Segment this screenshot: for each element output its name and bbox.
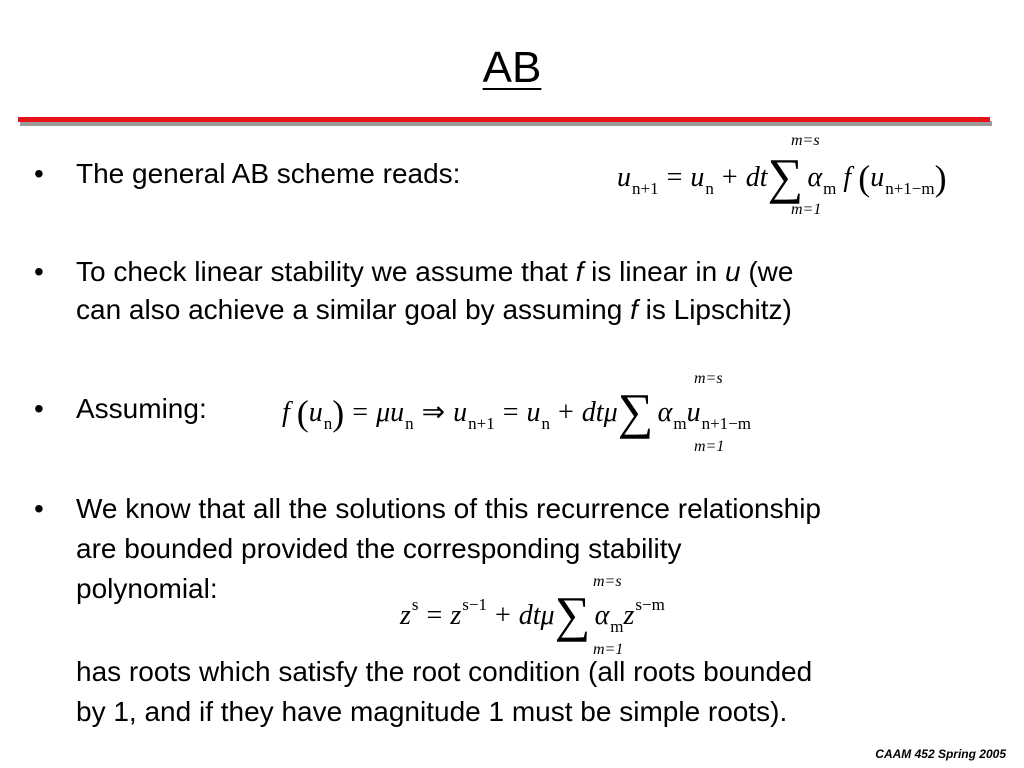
- bullet-text-4-line-5: by 1, and if they have magnitude 1 must be simple roots).: [76, 696, 788, 727]
- bullet-text-2-line-1: To check linear stability we assume that f is linear in u (we: [76, 256, 794, 287]
- equation-stability-polynomial: $z^s = z^{s-1} + dt\mu$ ∑ $\alpha_mz^{s-m}$: [400, 586, 665, 642]
- bullet-text-4-line-1: We know that all the solutions of this recurrence relationship: [76, 493, 821, 524]
- summation-symbol: ∑: [617, 383, 654, 439]
- slide-title: AB: [482, 43, 542, 92]
- bullet-marker-3: •: [34, 393, 44, 424]
- slide-footer: CAAM 452 Spring 2005: [875, 747, 1006, 761]
- equation-linear-assumption: f $(u_n) = \mu u_n$ ⇒ $u_{n+1} = u_n + dt\mu$ ∑ $\alpha_mu_{n+1-m}$: [282, 383, 751, 439]
- bullet-marker-2: •: [34, 256, 44, 287]
- bullet-text-4-line-4: has roots which satisfy the root condition (all roots bounded: [76, 656, 813, 687]
- bullet-text-1: The general AB scheme reads:: [76, 158, 461, 189]
- title-rule: [18, 117, 990, 122]
- bullet-marker-4: •: [34, 493, 44, 524]
- sum-lower-limit-3: m=1: [593, 641, 624, 658]
- sum-upper-limit-3: m=s: [593, 573, 622, 590]
- bullet-text-4-line-3: polynomial:: [76, 573, 218, 604]
- sum-lower-limit-1: m=1: [791, 201, 822, 218]
- sum-upper-limit-1: m=s: [791, 132, 820, 149]
- sum-lower-limit-2: m=1: [694, 438, 725, 455]
- summation-symbol: ∑: [554, 586, 591, 642]
- summation-symbol: ∑: [767, 148, 804, 204]
- sum-upper-limit-2: m=s: [694, 370, 723, 387]
- equation-ab-scheme: $u_{n+1} = u_n$ + dt ∑ $\alpha_m$ f $(u_{n+1-m})$: [617, 148, 947, 204]
- bullet-marker-1: •: [34, 158, 44, 189]
- bullet-text-4-line-2: are bounded provided the corresponding stability: [76, 533, 682, 564]
- bullet-text-2-line-2: can also achieve a similar goal by assuming f is Lipschitz): [76, 294, 792, 325]
- bullet-text-3: Assuming:: [76, 393, 207, 424]
